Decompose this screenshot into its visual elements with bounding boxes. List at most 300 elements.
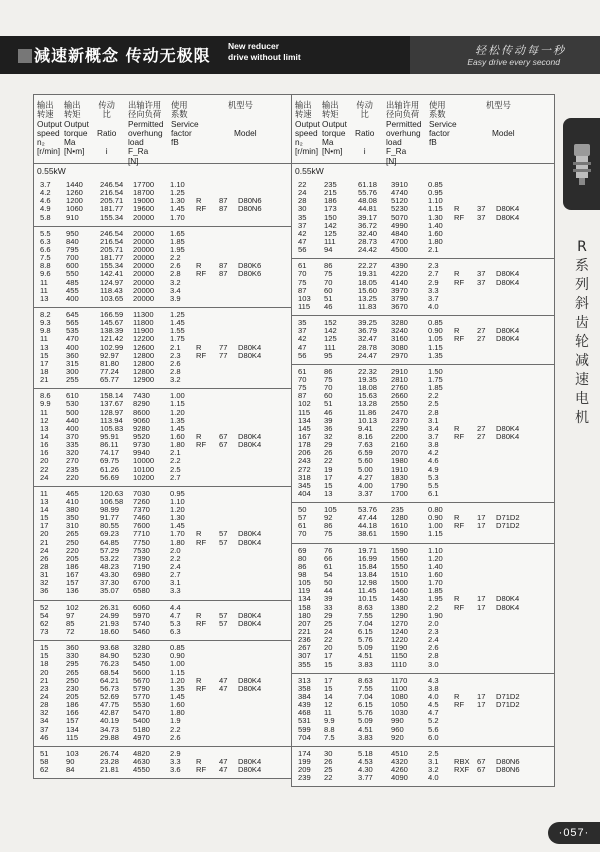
model-size-cell: 57 [219,529,228,539]
table-cell: 9.6 [40,269,51,279]
table-cell: 1440 [66,180,83,189]
table-cell: 158 [298,602,311,612]
table-cell: 205.71 [100,244,124,254]
table-cell: 32.40 [358,228,378,238]
table-cell: 24.42 [358,245,378,255]
table-cell: 37.30 [100,578,120,588]
table-cell: 22.27 [358,261,378,271]
table-cell: 57.29 [100,545,120,555]
table-cell: 1.20 [428,553,443,563]
table-cell: 60 [324,285,333,295]
model-type-cell: R [196,675,202,685]
model-size-cell: 57 [219,537,228,547]
table-cell: 265 [66,667,79,677]
column-header-line: Output [295,118,320,129]
table-cell: 152 [324,318,337,328]
motor-code-cell: D80K4 [238,431,262,441]
table-cell: 19600 [133,204,155,214]
table-cell: 11 [40,407,48,417]
table-cell: 5790 [133,683,150,693]
table-cell: 23.28 [100,757,120,766]
table-cell: 1.60 [428,228,443,238]
table-row [292,530,554,538]
table-cell: 7430 [133,391,150,401]
table-cell: 410 [66,496,79,506]
motor-code-cell: D80K4 [496,269,520,279]
model-type-cell: RF [454,212,465,222]
column-header-line: overhung [128,127,163,138]
table-cell: 470 [66,334,79,344]
table-cell: 1.45 [170,692,185,702]
table-cell: 97 [66,610,75,620]
table-cell: 4500 [391,245,408,255]
table-cell: 19.31 [358,269,378,279]
table-cell: 795 [66,244,79,254]
table-cell: 2.1 [428,245,439,255]
table-cell: 10200 [133,472,155,482]
table-cell: 70 [324,383,333,393]
table-cell: 5.6 [428,724,439,734]
column-header-line: 使用 [171,100,188,110]
table-cell: 181.77 [100,204,124,214]
table-cell: 19 [324,464,333,474]
table-cell: 295 [66,659,79,669]
table-cell: 235 [66,464,79,474]
page-number: ·057· [548,822,600,844]
table-cell: 550 [66,269,79,279]
table-cell: 17 [324,675,333,685]
model-type-cell: RF [196,537,207,547]
table-cell: 0.90 [428,326,443,336]
table-cell: 105.83 [100,423,124,433]
table-cell: 36 [324,423,333,433]
table-cell: 39 [324,415,333,425]
table-cell: 102 [298,399,311,409]
column-header-line: fB [429,137,437,148]
table-cell: 1280 [391,513,408,523]
table-cell: 2470 [391,407,408,417]
table-cell: 1.95 [428,594,443,604]
table-cell: 1.40 [428,220,443,230]
side-title-char: 列 [575,277,589,293]
table-cell: 4.9 [428,464,439,474]
table-cell: 3.1 [428,757,439,766]
table-cell: 3.3 [170,757,181,766]
motor-code-cell: D80K4 [238,610,262,620]
table-cell: 86 [324,261,333,271]
model-size-cell: 37 [477,269,486,279]
table-cell: 2.5 [428,748,439,758]
table-cell: 15.60 [358,285,378,295]
table-cell: 4820 [133,748,150,758]
table-cell: 0.95 [170,488,185,498]
table-cell: 205 [66,692,79,702]
model-size-cell: 37 [477,277,486,287]
table-cell: 4.0 [428,773,439,783]
table-row-group [34,747,296,778]
table-cell: 18 [40,366,49,376]
table-cell: 134 [298,594,311,604]
model-type-cell: R [196,529,202,539]
table-cell: 18.05 [358,277,378,287]
table-cell: 86 [324,366,333,376]
table-cell: 61 [298,261,307,271]
table-cell: 1.60 [428,570,443,580]
table-cell: 400 [66,342,79,352]
table-cell: 102 [66,602,79,612]
table-cell: 221 [298,627,311,637]
table-cell: 11800 [133,318,154,328]
column-header-line: 比 [360,109,369,120]
table-cell: 216.54 [100,236,124,246]
table-cell: 1.85 [428,586,443,596]
column-header-speed [295,101,320,157]
table-cell: 11 [40,488,48,498]
table-cell: 2.8 [170,269,181,279]
table-cell: 11 [40,285,48,295]
table-cell: 1.85 [170,236,185,246]
table-cell: 4.9 [40,204,51,214]
table-cell: 22.32 [358,366,378,376]
table-cell: 272 [298,464,311,474]
model-size-cell: 47 [219,675,228,685]
table-cell: 18700 [133,188,155,198]
column-header-line: fB [171,137,179,148]
column-header-line: 系数 [429,109,446,120]
model-type-cell: RF [196,440,207,450]
column-header-line: 出轴许用 [386,100,420,110]
table-cell: 61 [324,561,333,571]
table-cell: 28.73 [358,236,378,246]
table-cell: 12800 [133,350,155,360]
table-cell: 28 [40,700,49,710]
table-cell: 1.30 [170,196,185,206]
table-cell: 455 [66,285,79,295]
table-cell: 1.80 [428,236,443,246]
table-cell: 5.8 [40,212,51,222]
table-cell: 7260 [133,496,150,506]
table-cell: 15 [40,513,49,523]
group-rows [34,227,296,307]
table-cell: 1.30 [170,513,185,523]
table-cell: 6.3 [170,627,181,637]
table-cell: 7390 [133,553,150,563]
table-cell: 11 [324,708,332,718]
table-cell: 1590 [391,545,408,555]
table-cell: 61 [298,521,307,531]
table-cell: 6580 [133,586,150,596]
column-header-line: 传动 [98,100,115,110]
table-cell: 2.3 [170,350,181,360]
table-cell: 2160 [391,440,408,450]
model-type-cell: R [454,269,460,279]
table-cell: 18 [40,659,49,669]
column-header-line: Ma [64,137,76,148]
table-cell: 12800 [133,366,155,376]
table-cell: 5530 [133,700,150,710]
table-cell: 24 [40,545,49,555]
table-cell: 1980 [391,456,408,466]
table-cell: 1500 [391,578,408,588]
motor-code-cell: D80N6 [496,757,520,766]
table-cell: 1220 [391,635,408,645]
motor-code-cell: D80K4 [238,342,262,352]
table-cell: 12600 [133,342,155,352]
model-type-cell: RF [454,521,465,531]
table-cell: 29 [324,440,333,450]
table-cell: 4.00 [358,480,373,490]
section-tab [563,118,600,210]
table-cell: 29 [324,610,333,620]
group-rows [292,503,554,543]
table-cell: 1.75 [428,374,443,384]
table-cell: 28 [298,196,307,206]
table-cell: 1.20 [170,407,185,417]
model-type-cell: R [196,261,202,271]
table-cell: 9.41 [358,423,373,433]
table-cell: 4.53 [358,757,373,766]
table-row [34,474,296,482]
motor-code-cell: D80K4 [496,212,520,222]
table-cell: 43.30 [100,570,120,580]
model-type-cell: R [196,431,202,441]
table-cell: 24 [298,188,307,198]
table-cell: 4.27 [358,472,373,482]
column-header-line: Service [171,118,199,129]
table-cell: 24.47 [358,350,378,360]
table-cell: 1170 [391,675,408,685]
table-cell: 85 [66,618,75,628]
table-cell: 75 [324,269,333,279]
table-cell: 4260 [391,765,408,775]
table-cell: 3.7 [40,180,51,189]
table-cell: 22 [324,456,333,466]
table-cell: 1.15 [428,342,443,352]
table-cell: 5120 [391,196,408,206]
table-cell: 70 [324,277,333,287]
table-cell: 125 [324,334,337,344]
table-cell: 6980 [133,570,150,580]
column-header-line: factor [171,127,192,138]
header-en-line2: drive without limit [228,52,301,62]
table-cell: 119 [298,586,311,596]
table-cell: 350 [66,513,79,523]
table-cell: 6700 [133,578,150,588]
table-cell: 3670 [391,301,408,311]
table-cell: 181.77 [100,253,124,263]
table-cell: 1.15 [428,529,443,539]
table-cell: 404 [298,488,311,498]
table-cell: 1.20 [170,505,185,515]
table-cell: 13.28 [358,399,378,409]
table-cell: 61 [298,366,307,376]
table-cell: 87 [298,285,307,295]
model-size-cell: 37 [477,204,486,214]
table-cell: 15 [324,480,333,490]
table-cell: 1.00 [170,391,185,401]
table-cell: 20 [324,643,333,653]
model-size-cell: 17 [477,700,486,710]
table-cell: 115 [298,301,311,311]
table-cell: 22 [324,773,333,783]
table-cell: 20000 [133,253,155,263]
table-cell: 186 [66,562,79,572]
table-cell: 56.69 [100,472,120,482]
model-size-cell: 17 [477,692,486,702]
table-cell: 1.95 [170,244,185,254]
table-cell: 2.0 [170,545,181,555]
table-cell: 1.00 [428,521,443,531]
side-title-char: 电 [575,391,589,407]
table-cell: 145 [298,423,311,433]
table-row [292,303,554,311]
table-cell: 300 [66,366,79,376]
table-cell: 1610 [391,521,408,531]
table-cell: 20000 [133,228,155,238]
table-cell: 124.97 [100,277,124,287]
column-header-line: i [105,146,108,157]
column-header-line: load [386,137,402,148]
table-cell: 8.8 [324,724,335,734]
table-cell: 15 [324,683,333,693]
table-cell: 44.81 [358,204,378,214]
table-cell: 76.23 [100,659,120,669]
table-row [34,766,296,774]
table-cell: 3.4 [428,423,439,433]
model-type-cell: RF [196,269,207,279]
table-cell: 950 [66,228,79,238]
table-cell: 3.1 [428,415,439,425]
table-cell: 7.63 [358,440,373,450]
table-cell: 5740 [133,618,150,628]
slogan-en: Easy drive every second [467,57,560,67]
column-header-line: 输出 [295,100,312,110]
table-cell: 10.13 [358,415,378,425]
table-cell: 5470 [133,708,150,718]
table-cell: 243 [298,456,311,466]
table-cell: 0.85 [428,318,443,328]
table-row [292,661,554,669]
table-cell: 380 [66,505,79,515]
table-cell: 1510 [391,570,408,580]
table-cell: 26.31 [100,602,120,612]
table-cell: 2.2 [428,391,439,401]
table-cell: 384 [298,692,311,702]
table-cell: 36 [40,586,49,596]
motor-code-cell: D80N6 [238,204,262,214]
motor-code-cell: D80K4 [238,675,262,685]
column-header-line: 机型号 [486,100,511,110]
column-header-line: 出轴许用 [128,100,162,110]
table-cell: 103.65 [100,293,124,303]
table-cell: 2.1 [170,342,181,352]
table-cell: 1.10 [170,496,185,506]
table-cell: 56 [298,350,307,360]
table-cell: 7600 [133,521,150,531]
table-cell: 3.9 [170,293,181,303]
table-cell: 3160 [391,334,408,344]
table-cell: 4.7 [428,708,439,718]
table-cell: 6.15 [358,700,373,710]
header-title-block [0,36,410,74]
table-cell: 1150 [391,651,408,661]
table-cell: 81.80 [100,358,120,368]
table-cell: 465 [66,488,79,498]
table-cell: 2.2 [170,456,181,466]
table-cell: 21 [40,375,49,385]
table-cell: 5770 [133,692,150,702]
table-cell: 485 [66,277,79,287]
slogan-cn: 轻松传动每一秒 [475,44,566,57]
column-header-line: overhung [386,127,421,138]
table-cell: 20000 [133,244,155,254]
motor-code-cell: D80K4 [496,423,520,433]
header-title-cn [18,43,211,66]
table-cell: 30 [298,204,307,214]
table-cell: 360 [66,643,79,653]
model-type-cell: R [196,342,202,352]
column-header-torque [64,101,89,157]
group-rows [34,747,296,778]
model-size-cell: 27 [477,334,486,344]
table-cell: 61.26 [100,464,120,474]
table-cell: 250 [66,675,79,685]
table-cell: 75 [324,529,333,539]
table-cell: 8.8 [40,261,51,271]
table-cell: 150 [324,212,337,222]
table-cell: 24 [40,692,49,702]
table-cell: 0.85 [428,180,443,189]
table-cell: 102.99 [100,342,124,352]
table-cell: 8.63 [358,675,373,685]
table-cell: 55.76 [358,188,378,198]
table-cell: 98.99 [100,505,120,515]
table-cell: 440 [66,415,79,425]
table-cell: 5460 [133,627,150,637]
table-cell: 39 [324,594,333,604]
table-cell: 2.3 [428,627,439,637]
model-size-cell: 87 [219,261,228,271]
table-cell: 1110 [391,659,407,669]
table-cell: 5.3 [170,618,181,628]
motor-code-cell: D80K6 [238,261,262,271]
header-title-text: 減速新概念 传动无极限 [34,46,211,65]
column-header-line: i [363,146,366,157]
group-rows [292,544,554,673]
table-cell: 335 [66,440,79,450]
table-cell: 206 [298,448,311,458]
table-cell: 5.3 [428,472,439,482]
motor-code-cell: D80K4 [496,326,520,336]
table-cell: 4320 [391,757,408,766]
table-cell: 92 [324,513,333,523]
table-cell: 20000 [133,269,155,279]
model-type-cell: RF [454,277,465,287]
table-cell: 68.54 [100,667,120,677]
column-header-line: n₂ [37,137,45,148]
table-cell: 128.97 [100,407,124,417]
table-cell: 54 [40,610,49,620]
table-cell: 3.83 [358,659,373,669]
model-size-cell: 27 [477,326,486,336]
table-cell: 64.85 [100,537,120,547]
table-cell: 40.19 [100,716,120,726]
table-cell: 69.23 [100,529,120,539]
table-cell: 32 [40,578,49,588]
table-cell: 51 [324,293,333,303]
table-row [34,587,296,595]
table-cell: 36.79 [358,326,378,336]
